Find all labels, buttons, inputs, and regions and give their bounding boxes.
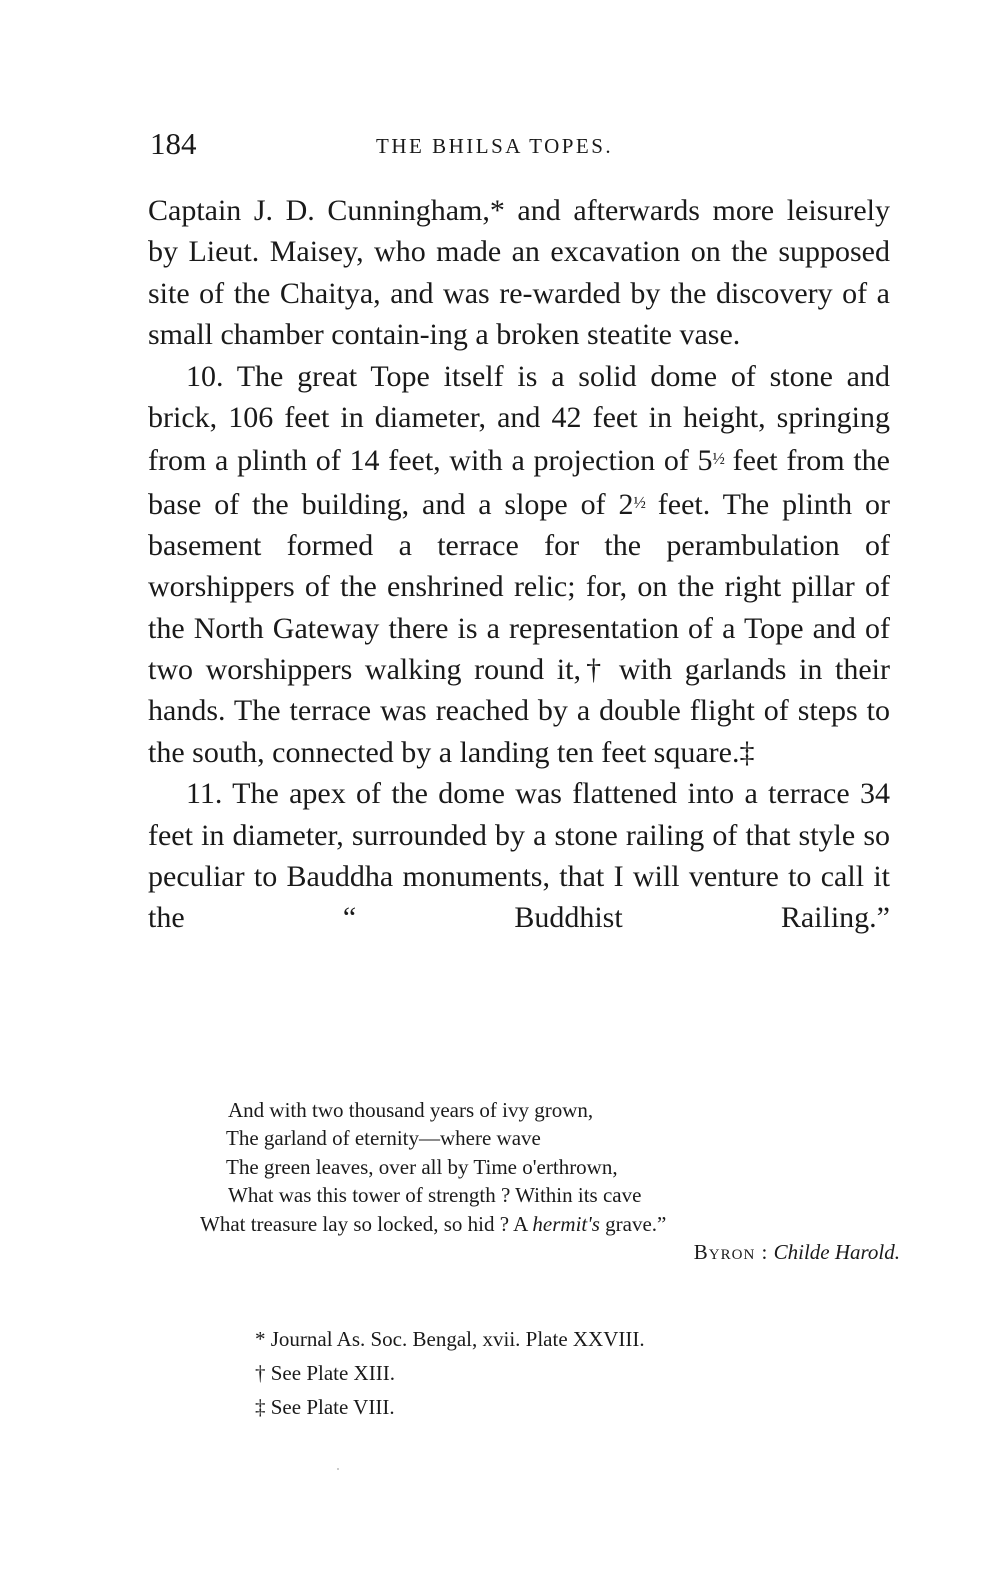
fraction-half: ½ <box>633 492 645 512</box>
footnote: ‡ See Plate VIII. <box>255 1395 395 1419</box>
verse-line <box>200 1210 900 1238</box>
footnote: † See Plate XIII. <box>255 1361 395 1385</box>
verse-attribution <box>200 1238 900 1266</box>
verse-quotation <box>200 1096 900 1266</box>
paragraph-10-part-2: feet from the base of the building, and a slope of 2 <box>148 444 890 521</box>
verse-line-italic: hermit's <box>532 1211 600 1236</box>
paragraph-10 <box>148 356 890 774</box>
page-header <box>150 126 890 166</box>
paper-speck <box>337 1468 339 1470</box>
footnote: * Journal As. Soc. Bengal, xvii. Plate XXVIII. <box>255 1327 645 1351</box>
page-number: 184 <box>150 126 197 161</box>
paragraph-10-part-1: 10. The great Tope itself is a solid dome of stone and brick, 106 feet in diameter, and 42 feet in height, springing from a plinth of 14 feet, with a projection of 5 <box>148 359 890 478</box>
body-text <box>148 190 890 939</box>
attribution-work: Childe Harold. <box>773 1240 900 1265</box>
verse-line: And with two thousand years of ivy grown, <box>228 1098 594 1122</box>
verse-line-suffix: grave.” <box>599 1211 667 1236</box>
attribution-author: Byron : <box>693 1240 769 1265</box>
verse-line: The green leaves, over all by Time o'erthrown, <box>226 1154 618 1179</box>
paragraph-11: 11. The apex of the dome was flattened into a terrace 34 feet in diameter, surrounded by a stone railing of that style so peculiar to Bauddha monuments, that I will venture to call it the “ Buddhist Railing.” <box>148 777 890 935</box>
verse-line: What was this tower of strength ? Within its cave <box>228 1183 642 1208</box>
footnotes <box>255 1322 895 1424</box>
paragraph-continued: Captain J. D. Cunningham,* and afterwards more leisurely by Lieut. Maisey, who made an excavation on the supposed site of the Chaitya, and was re-warded by the discovery of a small chamber contain-ing a broken steatite vase. <box>148 194 890 352</box>
verse-line-prefix: What treasure lay so locked, so hid ? A <box>200 1211 533 1236</box>
paragraph-10-part-3: feet. The plinth or basement formed a terrace for the perambulation of worshippers of the enshrined relic; for, on the right pillar of the North Gateway there is a representation of a Tope and of two worshippers walking round it,† with garlands in their hands. The terrace was reached by a double flight of steps to the south, connected by a landing ten feet square.‡ <box>148 487 890 769</box>
verse-line: The garland of eternity—where wave <box>226 1126 541 1151</box>
fraction-half: ½ <box>712 449 724 469</box>
running-head: THE BHILSA TOPES. <box>376 134 614 158</box>
